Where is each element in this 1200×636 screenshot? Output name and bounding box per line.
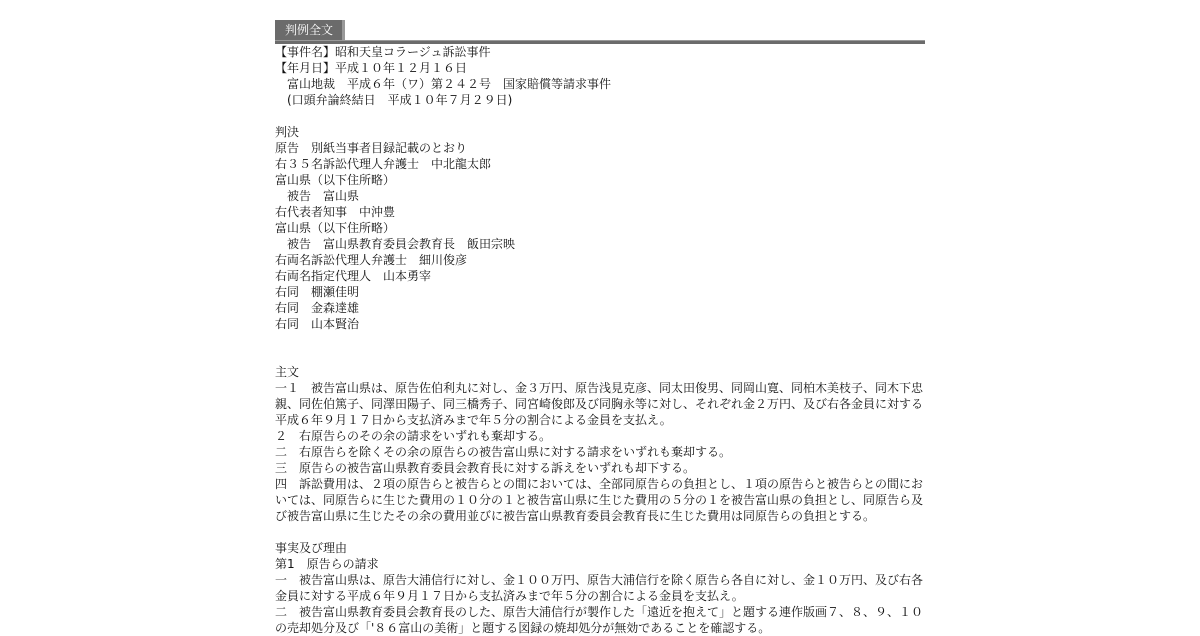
text-line: 三 原告らの被告富山県教育委員会教育長に対する訴えをいずれも却下する。 <box>275 461 696 475</box>
text-line: 一 被告富山県は、原告大浦信行に対し、金１００万円、原告大浦信行を除く原告ら各自に対し、金１０万円、及び右各 <box>275 573 924 587</box>
judgment-full-text <box>275 44 925 636</box>
text-line: 親、同佐伯篤子、同澤田陽子、同三橋秀子、同宮崎俊郎及び同胸永等に対し、それぞれ金２万円、及び右各金員に対する <box>275 397 924 411</box>
text-line: 原告 別紙当事者目録記載のとおり <box>275 141 468 155</box>
section-divider <box>275 40 925 44</box>
text-line: 二 右原告らを除くその余の原告らの被告富山県に対する請求をいずれも棄却する。 <box>275 445 732 459</box>
text-line <box>275 108 925 124</box>
text-line: 右両名指定代理人 山本勇宰 <box>275 269 432 283</box>
text-line <box>275 524 925 540</box>
text-line: 右同 棚瀬佳明 <box>275 285 360 299</box>
text-line: 一１ 被告富山県は、原告佐伯利丸に対し、金３万円、原告浅見克彦、同太田俊男、同岡山寛、同柏木美枝子、同木下忠 <box>275 381 924 395</box>
text-line: 四 訴訟費用は、２項の原告らと被告らとの間においては、全部同原告らの負担とし、１項の原告らと被告らとの間にお <box>275 477 924 491</box>
text-line: 富山県（以下住所略） <box>275 221 396 235</box>
text-line: 被告 富山県教育委員会教育長 飯田宗映 <box>275 237 516 251</box>
text-line: (口頭弁論終結日 平成１０年７月２９日) <box>275 93 513 107</box>
text-line <box>275 348 925 364</box>
text-line: 判決 <box>275 125 300 139</box>
text-line <box>275 332 925 348</box>
text-line: 二 被告富山県教育委員会教育長のした、原告大浦信行が製作した「遠近を抱えて」と題する連作版画７、８、９、１０ <box>275 605 924 619</box>
text-line: び被告富山県に生じたその余の費用並びに被告富山県教育委員会教育長に生じた費用は同原告らの負担とする。 <box>275 509 876 523</box>
text-line: ２ 右原告らのその余の請求をいずれも棄却する。 <box>275 429 552 443</box>
text-line: 富山地裁 平成６年（ワ）第２４２号 国家賠償等請求事件 <box>275 77 612 91</box>
text-line: 【年月日】平成１０年１２月１６日 <box>275 61 468 75</box>
text-line: いては、同原告らに生じた費用の１０分の１と被告富山県に生じた費用の５分の１を被告富山県の負担とし、同原告ら及 <box>275 493 924 507</box>
text-line: 右代表者知事 中沖豊 <box>275 205 396 219</box>
section-header <box>275 20 925 44</box>
text-line: の売却処分及び「'８６富山の美術」と題する図録の焼却処分が無効であることを確認する。 <box>275 621 771 635</box>
text-line: 右３５名訴訟代理人弁護士 中北龍太郎 <box>275 157 492 171</box>
text-line: 被告 富山県 <box>275 189 360 203</box>
document-container <box>275 20 925 636</box>
text-line: 右両名訴訟代理人弁護士 細川俊彦 <box>275 253 468 267</box>
text-line: 【事件名】昭和天皇コラージュ訴訟事件 <box>275 45 491 59</box>
text-line: 右同 山本賢治 <box>275 317 360 331</box>
text-line: 主文 <box>275 365 300 379</box>
section-tab-label: 判例全文 <box>275 20 345 42</box>
text-line: 金員に対する平成６年９月１７日から支払済みまで年５分の割合による金員を支払え。 <box>275 589 744 603</box>
text-line: 富山県（以下住所略） <box>275 173 396 187</box>
text-line: 右同 金森達雄 <box>275 301 360 315</box>
text-line: 平成６年９月１７日から支払済みまで年５分の割合による金員を支払え。 <box>275 413 672 427</box>
text-line: 第1 原告らの請求 <box>275 557 379 571</box>
text-line: 事実及び理由 <box>275 541 348 555</box>
